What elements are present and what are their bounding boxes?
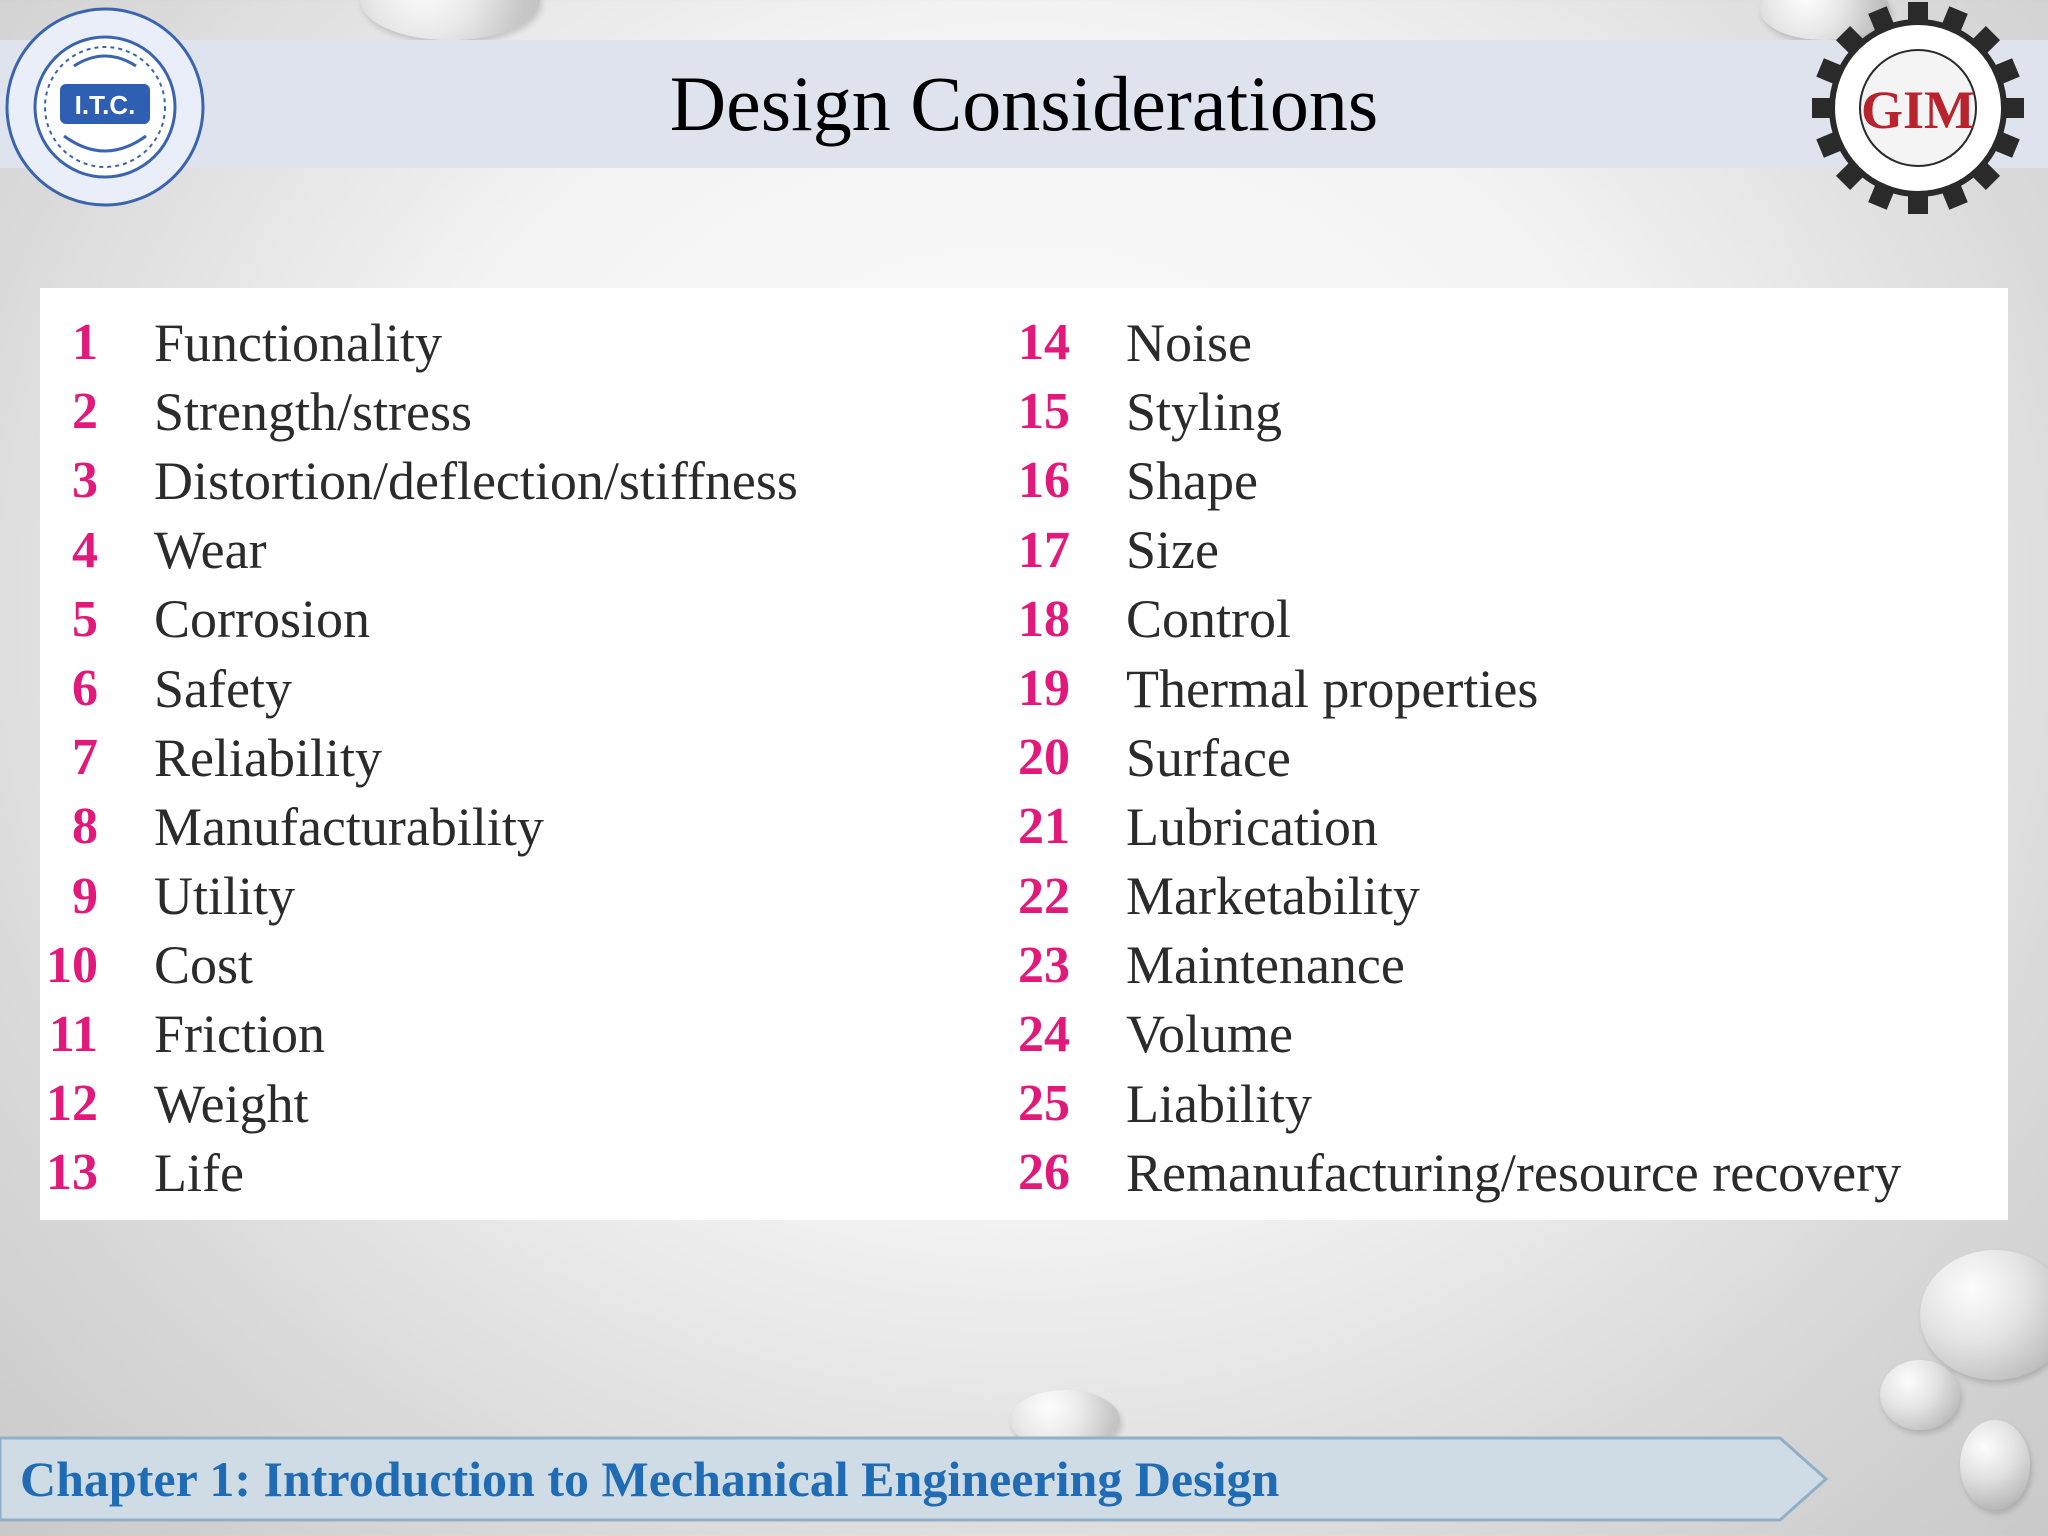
consideration-label: Weight <box>154 1073 309 1134</box>
consideration-item <box>1000 931 1901 1000</box>
slide-title: Design Considerations <box>669 60 1379 147</box>
consideration-item <box>1000 654 1901 723</box>
consideration-label: Marketability <box>1126 866 1420 927</box>
considerations-column-left <box>40 308 798 1207</box>
consideration-number: 20 <box>1018 729 1070 787</box>
consideration-item <box>40 723 798 792</box>
consideration-label: Control <box>1126 589 1292 650</box>
consideration-item <box>40 516 798 585</box>
consideration-item <box>1000 1000 1901 1069</box>
consideration-number: 19 <box>1018 660 1070 718</box>
consideration-label: Wear <box>154 520 267 581</box>
consideration-item <box>1000 1069 1901 1138</box>
consideration-label: Shape <box>1126 450 1258 511</box>
consideration-number: 25 <box>1018 1075 1070 1133</box>
consideration-item <box>1000 308 1901 377</box>
water-drop-decoration <box>1920 1250 2048 1380</box>
consideration-number: 12 <box>46 1075 98 1133</box>
consideration-item <box>1000 792 1901 861</box>
consideration-number: 3 <box>72 452 98 510</box>
water-drop-decoration <box>1880 1360 1960 1430</box>
consideration-number: 14 <box>1018 314 1070 372</box>
chapter-footer: Chapter 1: Introduction to Mechanical Engineering Design <box>20 1451 1280 1507</box>
consideration-label: Noise <box>1126 312 1252 373</box>
consideration-label: Distortion/deflection/stiffness <box>154 450 798 511</box>
consideration-number: 24 <box>1018 1005 1070 1063</box>
consideration-item <box>40 792 798 861</box>
itc-logo-icon <box>4 6 206 208</box>
consideration-label: Size <box>1126 520 1219 581</box>
consideration-item <box>40 1138 798 1207</box>
consideration-number: 18 <box>1018 590 1070 648</box>
consideration-label: Utility <box>154 866 296 927</box>
consideration-number: 26 <box>1018 1144 1070 1202</box>
consideration-item <box>1000 516 1901 585</box>
consideration-label: Maintenance <box>1126 935 1405 996</box>
consideration-item <box>40 377 798 446</box>
consideration-number: 6 <box>72 660 98 718</box>
consideration-number: 22 <box>1018 867 1070 925</box>
consideration-item <box>40 862 798 931</box>
consideration-number: 11 <box>48 1005 98 1063</box>
consideration-item <box>40 585 798 654</box>
consideration-label: Volume <box>1126 1004 1294 1065</box>
consideration-label: Thermal properties <box>1126 658 1539 719</box>
itc-logo-text: I.T.C. <box>74 90 136 120</box>
consideration-number: 1 <box>72 314 98 372</box>
consideration-number: 7 <box>72 729 98 787</box>
consideration-number: 9 <box>72 867 98 925</box>
consideration-number: 4 <box>72 521 98 579</box>
consideration-item <box>1000 862 1901 931</box>
consideration-number: 23 <box>1018 936 1070 994</box>
consideration-item <box>40 308 798 377</box>
consideration-label: Reliability <box>154 727 382 788</box>
consideration-item <box>1000 1138 1901 1207</box>
gim-logo-text: GIM <box>1861 80 1975 140</box>
consideration-number: 13 <box>46 1144 98 1202</box>
consideration-label: Functionality <box>154 312 442 373</box>
consideration-item <box>40 446 798 515</box>
consideration-label: Styling <box>1126 381 1283 442</box>
consideration-number: 5 <box>72 590 98 648</box>
consideration-label: Cost <box>154 935 254 996</box>
consideration-number: 17 <box>1018 521 1070 579</box>
consideration-item <box>40 931 798 1000</box>
consideration-number: 8 <box>72 798 98 856</box>
consideration-item <box>1000 377 1901 446</box>
consideration-item <box>40 1000 798 1069</box>
consideration-label: Surface <box>1126 727 1291 788</box>
consideration-item <box>1000 723 1901 792</box>
consideration-label: Lubrication <box>1126 796 1378 857</box>
considerations-column-right <box>1000 308 1901 1207</box>
consideration-label: Remanufacturing/resource recovery <box>1126 1142 1902 1203</box>
gim-gear-logo-icon <box>1810 0 2026 216</box>
consideration-label: Safety <box>154 658 292 719</box>
water-drop-decoration <box>1960 1420 2030 1510</box>
consideration-label: Friction <box>154 1004 325 1065</box>
consideration-item <box>40 654 798 723</box>
water-drop-decoration <box>360 0 540 40</box>
design-considerations-table <box>40 288 2008 1220</box>
consideration-item <box>1000 585 1901 654</box>
consideration-number: 15 <box>1018 383 1070 441</box>
consideration-label: Liability <box>1126 1073 1312 1134</box>
consideration-label: Strength/stress <box>154 381 472 442</box>
consideration-label: Manufacturability <box>154 796 544 857</box>
consideration-number: 21 <box>1018 798 1070 856</box>
consideration-item <box>1000 446 1901 515</box>
consideration-label: Corrosion <box>154 589 370 650</box>
consideration-label: Life <box>154 1142 244 1203</box>
consideration-number: 2 <box>72 383 98 441</box>
consideration-number: 10 <box>46 936 98 994</box>
consideration-item <box>40 1069 798 1138</box>
consideration-number: 16 <box>1018 452 1070 510</box>
